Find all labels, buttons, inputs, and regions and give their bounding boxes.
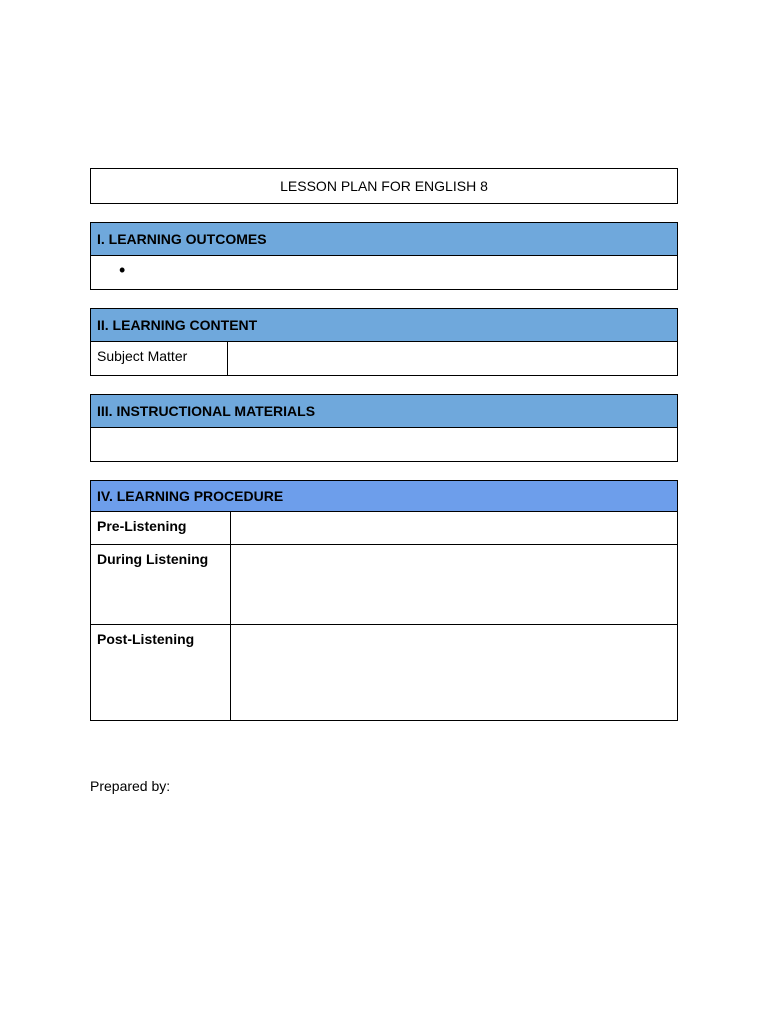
- table-row: [91, 512, 677, 544]
- table-row: [91, 624, 677, 720]
- table-row: [91, 544, 677, 624]
- learning-outcomes-header: [91, 223, 677, 256]
- title-box: [90, 168, 678, 204]
- subject-matter-value[interactable]: [228, 342, 677, 375]
- during-listening-value[interactable]: [231, 545, 677, 624]
- learning-outcomes-section: [90, 222, 678, 290]
- instructional-materials-heading: III. INSTRUCTIONAL MATERIALS: [97, 403, 316, 419]
- instructional-materials-value[interactable]: [91, 428, 677, 461]
- learning-procedure-heading: IV. LEARNING PROCEDURE: [97, 488, 284, 504]
- pre-listening-value[interactable]: [231, 512, 677, 544]
- learning-content-header: [91, 309, 677, 342]
- subject-matter-label: Subject Matter: [91, 342, 228, 375]
- pre-listening-label: Pre-Listening: [91, 512, 231, 544]
- during-listening-label: During Listening: [91, 545, 231, 624]
- subject-matter-row: [91, 342, 677, 375]
- instructional-materials-header: [91, 395, 677, 428]
- instructional-materials-section: [90, 394, 678, 462]
- learning-content-section: [90, 308, 678, 376]
- learning-procedure-section: [90, 480, 678, 721]
- learning-outcomes-body[interactable]: [91, 256, 677, 289]
- learning-outcomes-heading: I. LEARNING OUTCOMES: [97, 231, 267, 247]
- prepared-by-label: Prepared by:: [90, 778, 171, 794]
- learning-procedure-header: [91, 481, 677, 512]
- bullet-point: •: [119, 260, 126, 280]
- page-title: LESSON PLAN FOR ENGLISH 8: [280, 178, 488, 194]
- post-listening-label: Post-Listening: [91, 625, 231, 720]
- post-listening-value[interactable]: [231, 625, 677, 720]
- learning-content-heading: II. LEARNING CONTENT: [97, 317, 258, 333]
